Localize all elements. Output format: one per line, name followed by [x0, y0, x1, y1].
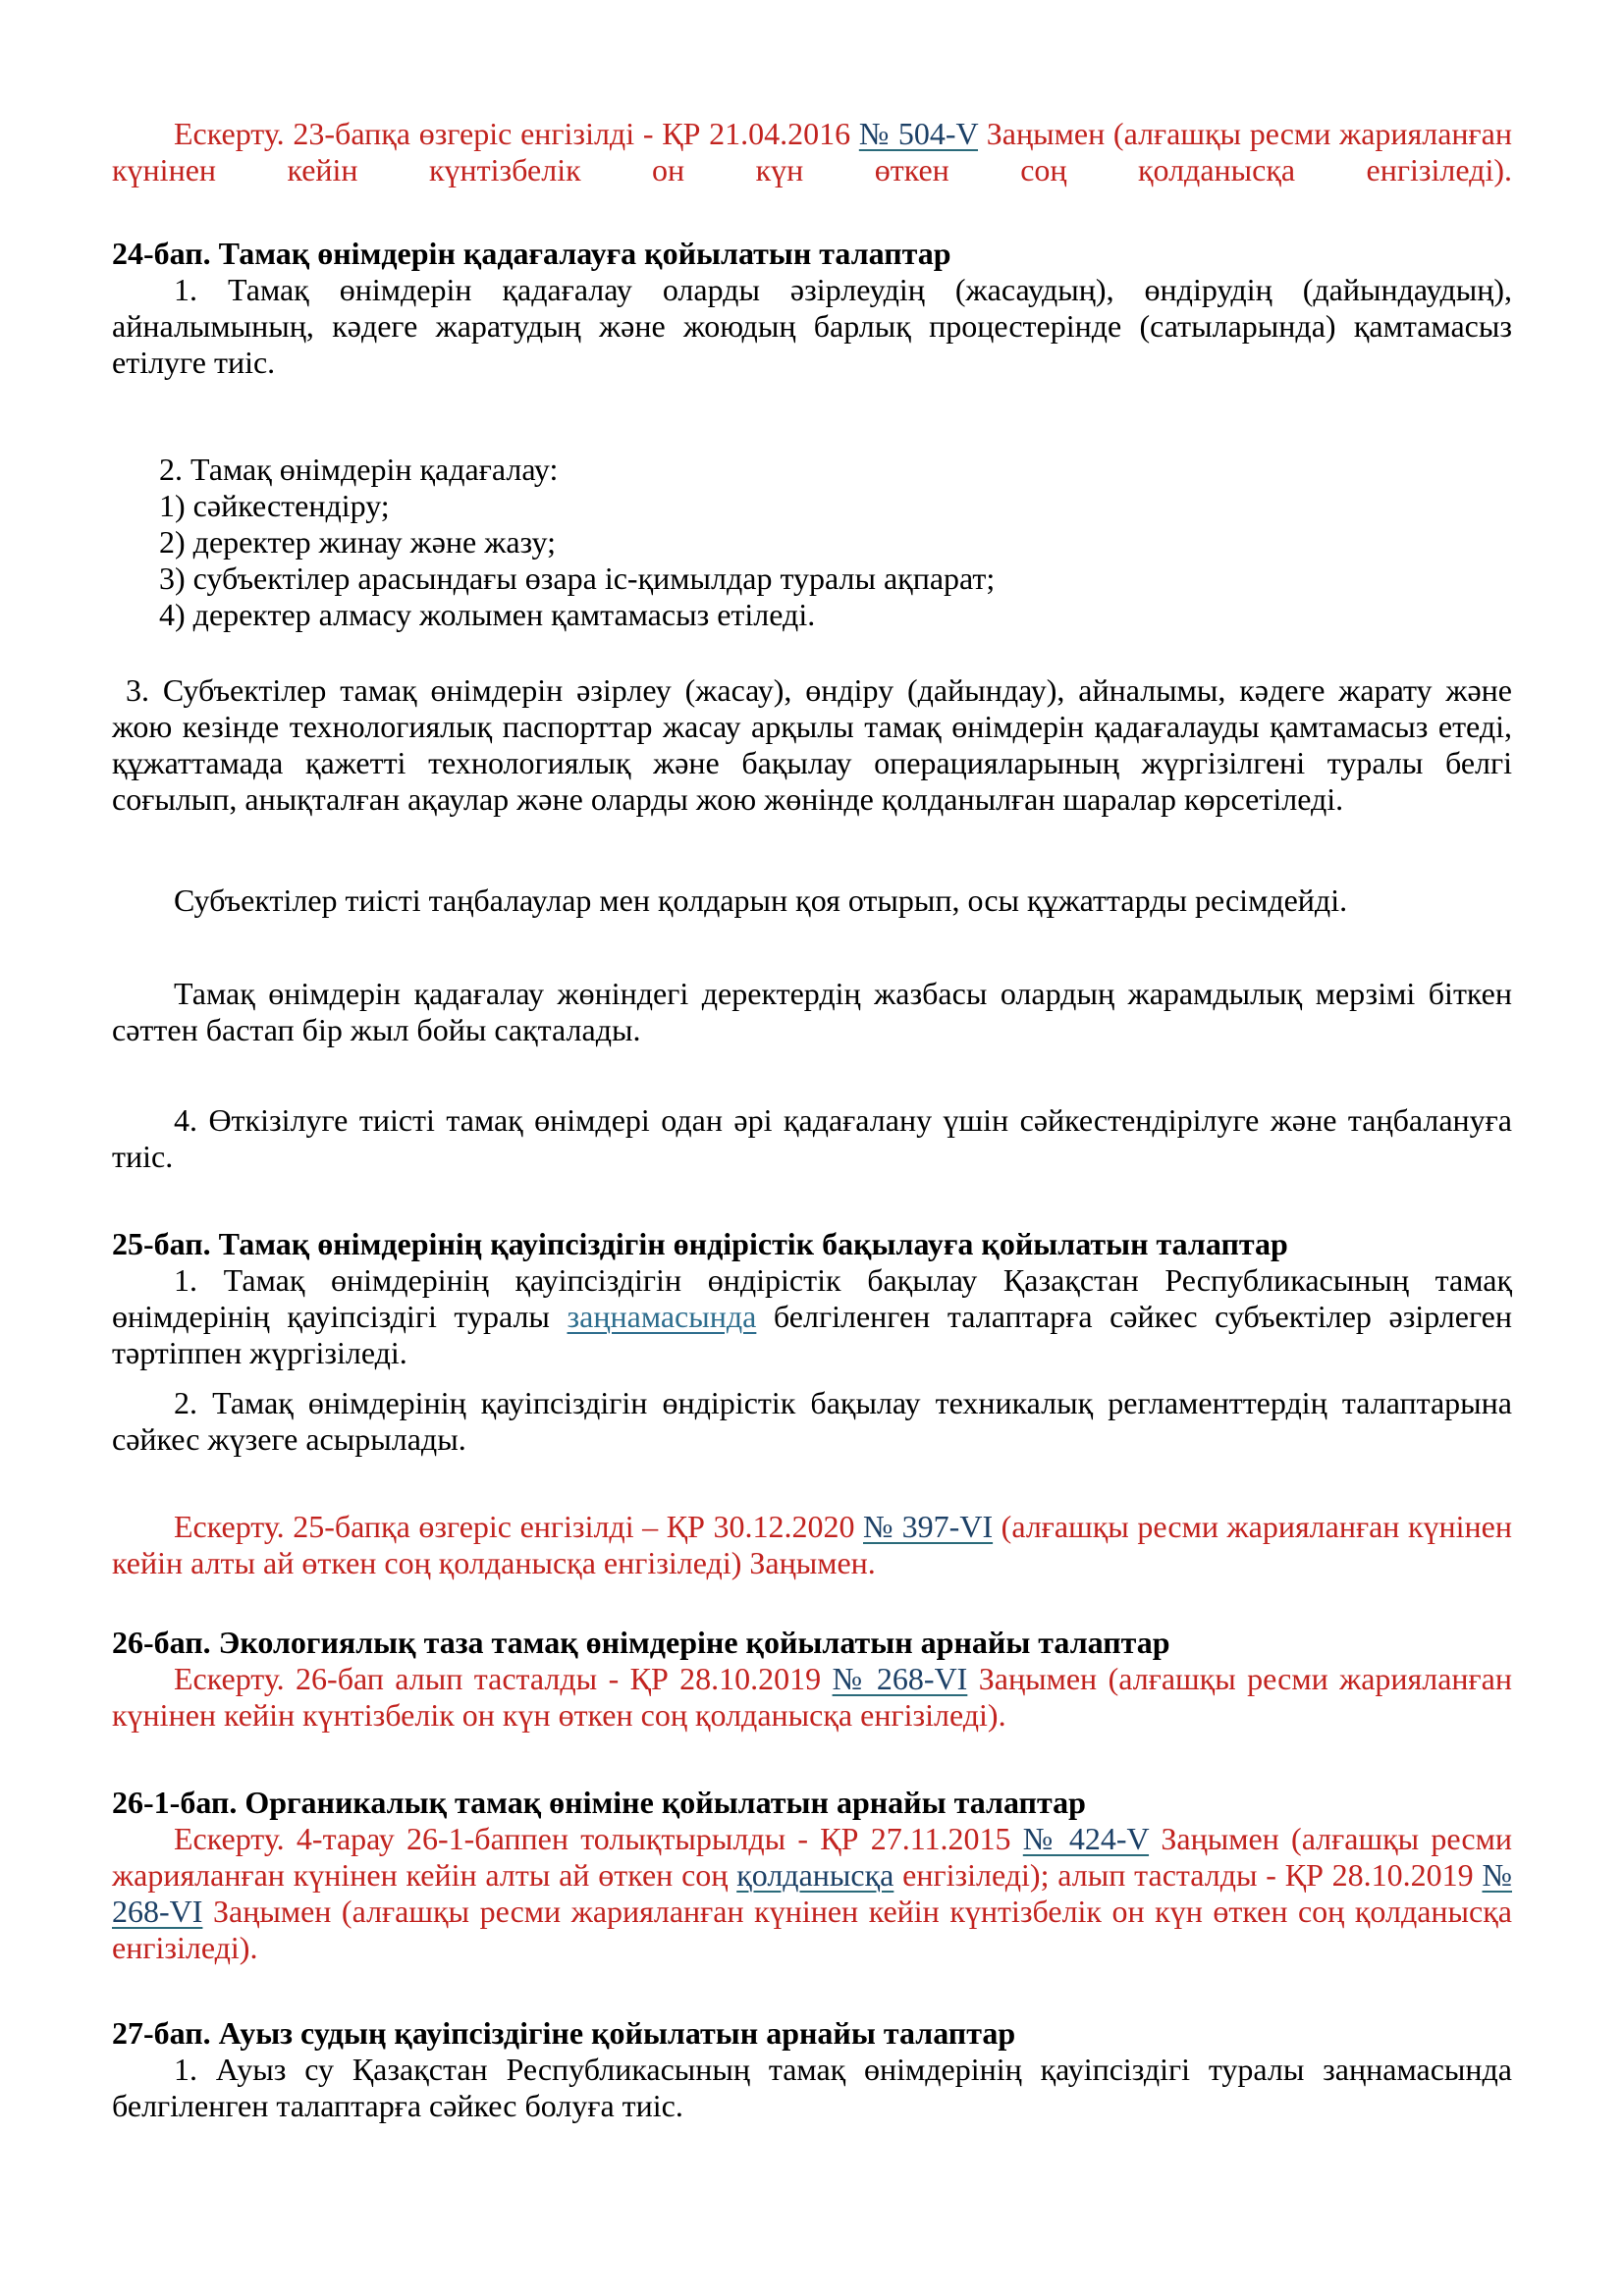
heading-article-26-1	[112, 1785, 1512, 1821]
heading-article-25	[112, 1226, 1512, 1262]
par-27-1	[112, 2052, 1512, 2124]
body-text: 4) деректер алмасу жолымен қамтамасыз етіледі.	[159, 597, 816, 632]
heading-text: 25-бап. Тамақ өнімдерінің қауіпсіздігін өндірістік бақылауға қойылатын талаптар	[112, 1226, 1288, 1261]
link-268-VI[interactable]: № 268-VI	[832, 1661, 968, 1696]
note-text: Ескерту. 26-бап алып тасталды - ҚР 28.10.2019	[174, 1661, 833, 1696]
note-article-25	[112, 1509, 1512, 1581]
par-24-2-intro	[112, 452, 1512, 488]
document-body	[112, 116, 1512, 2124]
note-text: Ескерту. 23-бапқа өзгеріс енгізілді - ҚР 21.04.2016	[174, 116, 859, 151]
note-article-23	[112, 116, 1512, 188]
note-text: Заңымен (алғашқы ресми жарияланған күнінен кейін күнтізбелік он күн өткен соң қолданысқа енгізіледі).	[112, 1894, 1512, 1965]
heading-article-27	[112, 2015, 1512, 2052]
par-25-2	[112, 1385, 1512, 1458]
body-text: 2. Тамақ өнімдерін қадағалау:	[159, 452, 559, 487]
body-text: 2. Тамақ өнімдерінің қауіпсіздігін өндірістік бақылау техникалық регламенттердің талаптарына сәйкес жүзеге асырылады.	[112, 1385, 1512, 1457]
par-24-2-item-3	[112, 561, 1512, 597]
par-24-signatures	[112, 882, 1512, 919]
heading-text: 24-бап. Тамақ өнімдерін қадағалауға қойылатын талаптар	[112, 236, 951, 271]
note-article-26-1	[112, 1821, 1512, 1966]
body-text: 4. Өткізілуге тиісті тамақ өнімдері одан әрі қадағалану үшін сәйкестендірілуге және таңбалануға тиіс.	[112, 1102, 1512, 1174]
par-24-2-item-1	[112, 488, 1512, 524]
par-24-1	[112, 272, 1512, 381]
par-24-retention	[112, 976, 1512, 1048]
par-24-4	[112, 1102, 1512, 1175]
par-25-1	[112, 1262, 1512, 1371]
note-text: (алғашқы ресми жарияланған күнінен кейін алты ай өткен соң қолданысқа енгізіледі) Заңымен.	[112, 1509, 1513, 1580]
note-text: Ескерту. 4-тарау 26-1-баппен толықтырылды - ҚР 27.11.2015	[174, 1821, 1023, 1856]
note-text: Заңымен (алғашқы ресми жарияланған күнінен кейін алты ай өткен соң	[112, 1821, 1513, 1893]
heading-text: 26-бап. Экологиялық таза тамақ өнімдеріне қойылатын арнайы талаптар	[112, 1625, 1170, 1660]
body-text: Тамақ өнімдерін қадағалау жөніндегі деректердің жазбасы олардың жарамдылық мерзімі біткен сәттен бастап бір жыл бойы сақталады.	[112, 976, 1512, 1047]
par-24-2-item-4	[112, 597, 1512, 633]
par-24-3	[112, 672, 1512, 818]
link-504-V[interactable]: № 504-V	[858, 116, 979, 151]
heading-text: 27-бап. Ауыз судың қауіпсіздігіне қойылатын арнайы талаптар	[112, 2015, 1016, 2051]
body-text: 3) субъектілер арасындағы өзара іс-қимылдар туралы ақпарат;	[159, 561, 996, 596]
note-article-26	[112, 1661, 1512, 1734]
heading-article-26	[112, 1625, 1512, 1661]
link-268-VI-2[interactable]: № 268-VI	[112, 1857, 1513, 1929]
note-text: Заңымен (алғашқы ресми жарияланған күнінен кейін күнтізбелік он күн өткен соң қолданысқа енгізіледі).	[112, 1661, 1513, 1733]
body-text: Субъектілер тиісті таңбалаулар мен қолдарын қоя отырып, осы құжаттарды ресімдейді.	[174, 882, 1348, 918]
note-text: енгізіледі); алып тасталды - ҚР 28.10.2019	[893, 1857, 1483, 1893]
link-qoldanysqa[interactable]: қолданысқа	[736, 1857, 894, 1893]
heading-text: 26-1-бап. Органикалық тамақ өніміне қойылатын арнайы талаптар	[112, 1785, 1086, 1820]
body-text: 1. Тамақ өнімдерін қадағалау оларды әзірлеудің (жасаудың), өндірудің (дайындаудың), айналымының, кәдеге жаратудың және жоюдың барлық процестерінде (сатыларында) қамтамасыз етілуге тиіс.	[112, 272, 1512, 380]
body-text: 1) сәйкестендіру;	[159, 488, 390, 523]
note-text: Заңымен (алғашқы ресми жарияланған күнінен кейін күнтізбелік он күн өткен соң қолданысқа енгізіледі).	[112, 116, 1512, 187]
note-text: Ескерту. 25-бапқа өзгеріс енгізілді – ҚР 30.12.2020	[174, 1509, 864, 1544]
link-zannamasynda[interactable]: заңнамасында	[567, 1299, 757, 1334]
body-text: 3. Субъектілер тамақ өнімдерін әзірлеу (жасау), өндіру (дайындау), айналымы, кәдеге жарату және жою кезінде технологиялық паспорттар жасау арқылы тамақ өнімдерін қадағалауды қамтамасыз етеді, құжаттамада қажетті технологиялық және бақылау операцияларының жүргізілгені туралы белгі соғылып, анықталған ақаулар және оларды жою жөнінде қолданылған шаралар көрсетіледі.	[112, 672, 1512, 817]
body-text: 1. Ауыз су Қазақстан Республикасының тамақ өнімдерінің қауіпсіздігі туралы заңнамасында белгіленген талаптарға сәйкес болуға тиіс.	[112, 2052, 1512, 2123]
body-text: 1. Тамақ өнімдерінің қауіпсіздігін өндірістік бақылау Қазақстан Республикасының тамақ өнімдерінің қауіпсіздігі туралы	[112, 1262, 1512, 1334]
par-24-2-item-2	[112, 524, 1512, 561]
body-text: 2) деректер жинау және жазу;	[159, 524, 556, 560]
link-397-VI[interactable]: № 397-VI	[863, 1509, 994, 1544]
link-424-V[interactable]: № 424-V	[1022, 1821, 1150, 1856]
body-text: белгіленген талаптарға сәйкес субъектілер әзірлеген тәртіппен жүргізіледі.	[112, 1299, 1513, 1370]
heading-article-24	[112, 236, 1512, 272]
